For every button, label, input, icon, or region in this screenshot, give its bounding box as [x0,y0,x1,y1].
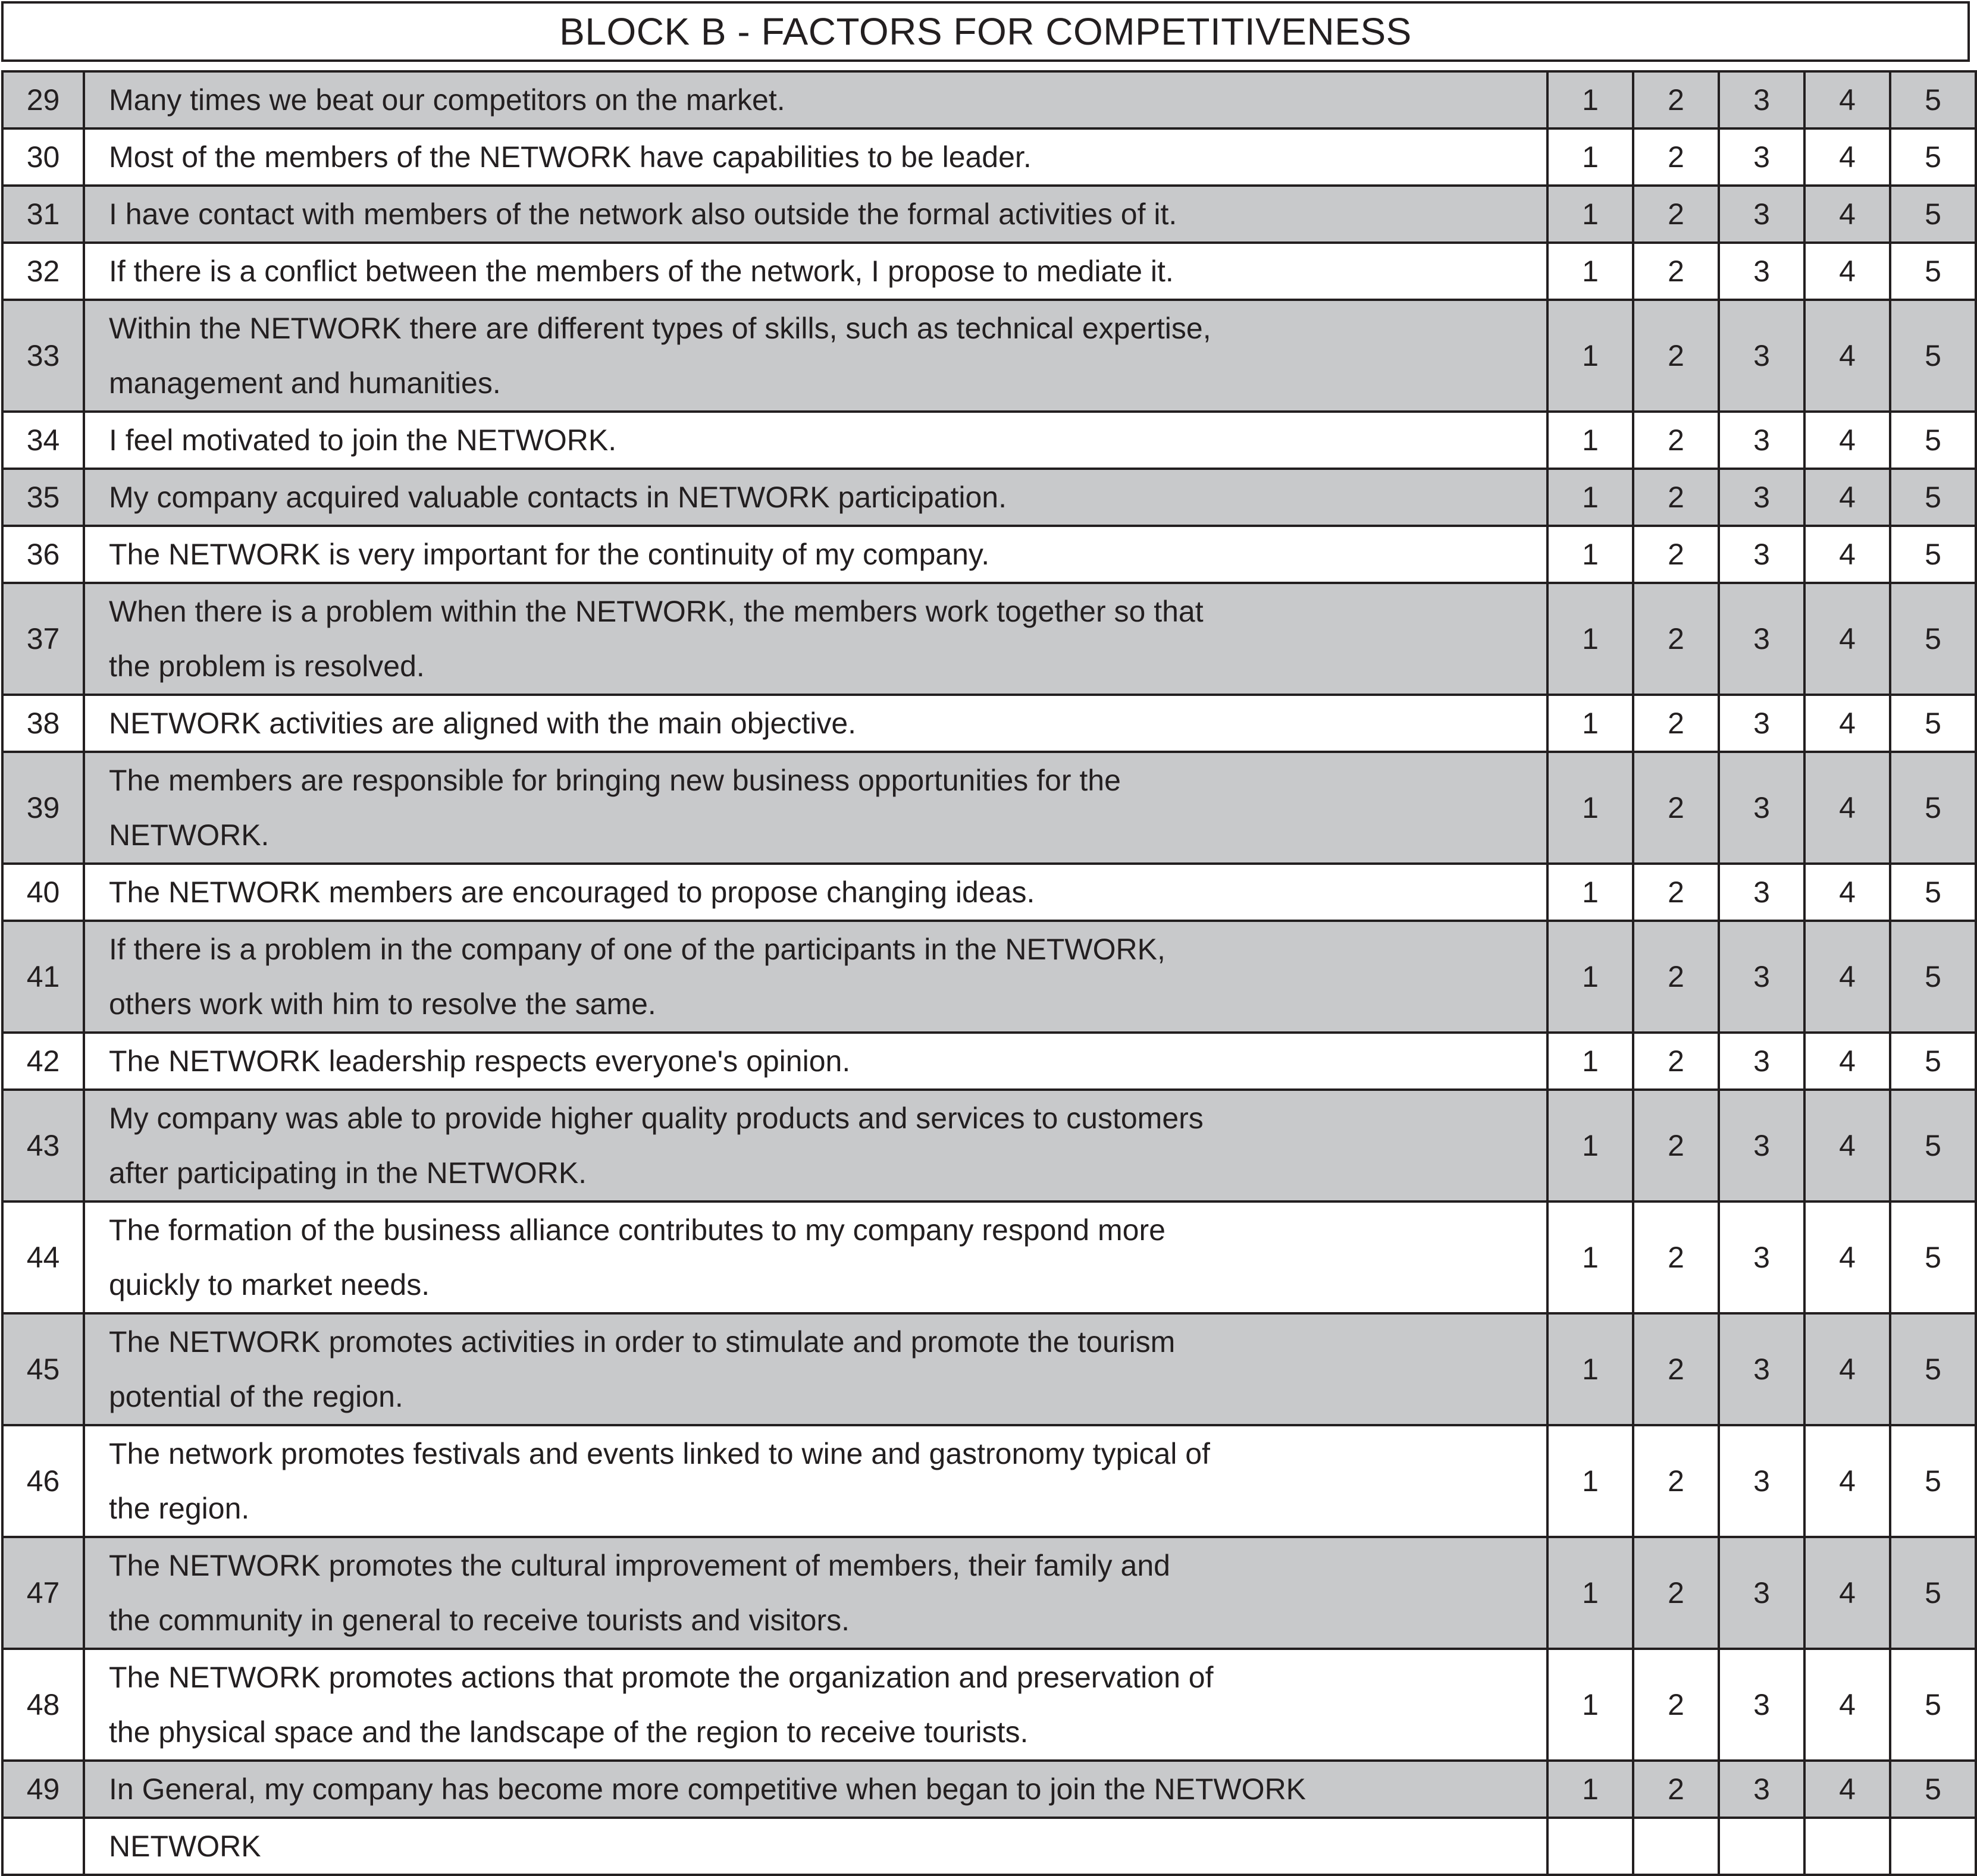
item-number: 40 [2,864,84,921]
table-row [2,583,1976,695]
rating-option-2[interactable]: 2 [1633,1537,1719,1649]
statement-line: Most of the members of the NETWORK have capabilities to be leader. [109,140,1032,174]
rating-option-4[interactable]: 4 [1804,300,1890,412]
rating-option-2[interactable]: 2 [1633,864,1719,921]
statement-line: potential of the region. [109,1380,403,1413]
rating-option-5[interactable]: 5 [1890,128,1976,186]
rating-option-2[interactable]: 2 [1633,1033,1719,1090]
rating-option-2[interactable]: 2 [1633,752,1719,864]
item-statement [84,1033,1547,1090]
rating-option-1[interactable]: 1 [1547,186,1633,243]
item-statement [84,1201,1547,1313]
item-number: 35 [2,469,84,526]
item-statement [84,1313,1547,1425]
table-row [2,752,1976,864]
table-row [2,1313,1976,1425]
rating-option-3[interactable]: 3 [1719,921,1804,1033]
statement-line: My company was able to provide higher quality products and services to customers [109,1102,1204,1135]
rating-option-5[interactable]: 5 [1890,752,1976,864]
rating-option-4[interactable]: 4 [1804,1537,1890,1649]
rating-option-4[interactable]: 4 [1804,1761,1890,1818]
rating-option-1[interactable]: 1 [1547,412,1633,469]
rating-option-3[interactable]: 3 [1719,469,1804,526]
rating-option-2[interactable]: 2 [1633,1201,1719,1313]
rating-option-4[interactable]: 4 [1804,1425,1890,1537]
rating-option-3[interactable]: 3 [1719,864,1804,921]
questionnaire-rows [2,71,1976,1875]
statement-line: NETWORK [109,1830,261,1863]
rating-option-1[interactable]: 1 [1547,921,1633,1033]
item-statement [84,412,1547,469]
statement-line: NETWORK. [109,818,270,852]
statement-line: the problem is resolved. [109,650,425,683]
rating-option-4[interactable]: 4 [1804,1649,1890,1761]
rating-option-1[interactable]: 1 [1547,526,1633,583]
rating-option-3[interactable]: 3 [1719,1201,1804,1313]
rating-option-2[interactable]: 2 [1633,300,1719,412]
statement-line: If there is a conflict between the members of the network, I propose to mediate it. [109,255,1174,288]
rating-option-5[interactable]: 5 [1890,1033,1976,1090]
item-number [2,1818,84,1875]
rating-option-3[interactable]: 3 [1719,1425,1804,1537]
rating-option-2 [1633,1818,1719,1875]
rating-option-4[interactable]: 4 [1804,752,1890,864]
rating-option-4[interactable]: 4 [1804,1090,1890,1201]
rating-option-5[interactable]: 5 [1890,695,1976,752]
table-row [2,300,1976,412]
item-statement [84,71,1547,128]
rating-option-3 [1719,1818,1804,1875]
item-statement [84,186,1547,243]
statement-line: others work with him to resolve the same. [109,987,656,1021]
rating-option-4[interactable]: 4 [1804,412,1890,469]
statement-line: quickly to market needs. [109,1268,430,1301]
item-statement [84,1649,1547,1761]
rating-option-3[interactable]: 3 [1719,526,1804,583]
rating-option-5[interactable]: 5 [1890,300,1976,412]
rating-option-1[interactable]: 1 [1547,1761,1633,1818]
rating-option-5[interactable]: 5 [1890,583,1976,695]
rating-option-1[interactable]: 1 [1547,71,1633,128]
questionnaire-table [1,70,1977,1876]
rating-option-2[interactable]: 2 [1633,469,1719,526]
rating-option-4[interactable]: 4 [1804,243,1890,300]
rating-option-4[interactable]: 4 [1804,921,1890,1033]
item-number: 31 [2,186,84,243]
rating-option-3[interactable]: 3 [1719,300,1804,412]
rating-option-3[interactable]: 3 [1719,186,1804,243]
rating-option-2[interactable]: 2 [1633,243,1719,300]
item-number: 49 [2,1761,84,1818]
rating-option-3[interactable]: 3 [1719,695,1804,752]
item-statement [84,1090,1547,1201]
rating-option-1[interactable]: 1 [1547,469,1633,526]
item-number: 39 [2,752,84,864]
rating-option-4[interactable]: 4 [1804,128,1890,186]
table-row [2,128,1976,186]
table-row [2,412,1976,469]
rating-option-3[interactable]: 3 [1719,752,1804,864]
statement-line: My company acquired valuable contacts in NETWORK participation. [109,481,1007,514]
rating-option-5[interactable]: 5 [1890,186,1976,243]
statement-line: after participating in the NETWORK. [109,1156,587,1190]
statement-line: The network promotes festivals and events linked to wine and gastronomy typical of [109,1437,1210,1470]
rating-option-4[interactable]: 4 [1804,1033,1890,1090]
table-row [2,1818,1976,1875]
item-statement [84,1818,1547,1875]
rating-option-5[interactable]: 5 [1890,526,1976,583]
item-statement [84,128,1547,186]
statement-line: the physical space and the landscape of the region to receive tourists. [109,1715,1029,1749]
statement-line: the community in general to receive tourists and visitors. [109,1604,850,1637]
rating-option-3[interactable]: 3 [1719,1537,1804,1649]
rating-option-2[interactable]: 2 [1633,921,1719,1033]
item-number: 46 [2,1425,84,1537]
rating-option-1[interactable]: 1 [1547,752,1633,864]
rating-option-2[interactable]: 2 [1633,1313,1719,1425]
item-number: 33 [2,300,84,412]
item-statement [84,300,1547,412]
rating-option-5[interactable]: 5 [1890,1090,1976,1201]
rating-option-5[interactable]: 5 [1890,412,1976,469]
rating-option-2[interactable]: 2 [1633,583,1719,695]
rating-option-1[interactable]: 1 [1547,1090,1633,1201]
item-number: 34 [2,412,84,469]
rating-option-5[interactable]: 5 [1890,1761,1976,1818]
statement-line: The NETWORK is very important for the continuity of my company. [109,538,990,571]
block-title: BLOCK B - FACTORS FOR COMPETITIVENESS [1,1,1970,62]
rating-option-5[interactable]: 5 [1890,1425,1976,1537]
rating-option-2[interactable]: 2 [1633,1649,1719,1761]
rating-option-1[interactable]: 1 [1547,1537,1633,1649]
table-row [2,1425,1976,1537]
item-statement [84,695,1547,752]
rating-option-1[interactable]: 1 [1547,300,1633,412]
statement-line: The NETWORK promotes actions that promote the organization and preservation of [109,1661,1214,1694]
rating-option-3[interactable]: 3 [1719,1761,1804,1818]
rating-option-2[interactable]: 2 [1633,128,1719,186]
rating-option-4[interactable]: 4 [1804,186,1890,243]
rating-option-3[interactable]: 3 [1719,128,1804,186]
item-number: 29 [2,71,84,128]
rating-option-4[interactable]: 4 [1804,71,1890,128]
item-number: 48 [2,1649,84,1761]
rating-option-3[interactable]: 3 [1719,1313,1804,1425]
item-number: 38 [2,695,84,752]
item-statement [84,526,1547,583]
table-row [2,1033,1976,1090]
statement-line: the region. [109,1492,250,1525]
rating-option-5[interactable]: 5 [1890,1313,1976,1425]
statement-line: management and humanities. [109,366,501,400]
item-statement [84,243,1547,300]
rating-option-3[interactable]: 3 [1719,1090,1804,1201]
statement-line: The NETWORK leadership respects everyone's opinion. [109,1044,851,1078]
rating-option-5[interactable]: 5 [1890,1649,1976,1761]
item-statement [84,864,1547,921]
rating-option-3[interactable]: 3 [1719,1649,1804,1761]
rating-option-3[interactable]: 3 [1719,583,1804,695]
rating-option-3[interactable]: 3 [1719,412,1804,469]
table-row [2,71,1976,128]
table-row [2,1090,1976,1201]
rating-option-1[interactable]: 1 [1547,128,1633,186]
item-statement [84,1537,1547,1649]
item-statement [84,469,1547,526]
rating-option-4 [1804,1818,1890,1875]
rating-option-5[interactable]: 5 [1890,469,1976,526]
rating-option-2[interactable]: 2 [1633,186,1719,243]
rating-option-2[interactable]: 2 [1633,1425,1719,1537]
questionnaire-table-wrapper [1,70,1977,1876]
rating-option-1[interactable]: 1 [1547,695,1633,752]
rating-option-3[interactable]: 3 [1719,1033,1804,1090]
rating-option-1[interactable]: 1 [1547,583,1633,695]
statement-line: The members are responsible for bringing new business opportunities for the [109,764,1121,797]
statement-line: I feel motivated to join the NETWORK. [109,423,617,457]
rating-option-4[interactable]: 4 [1804,864,1890,921]
item-number: 36 [2,526,84,583]
rating-option-5[interactable]: 5 [1890,1537,1976,1649]
statement-line: Within the NETWORK there are different types of skills, such as technical expertise, [109,312,1211,345]
rating-option-1[interactable]: 1 [1547,1649,1633,1761]
statement-line: Many times we beat our competitors on the market. [109,83,785,117]
statement-line: NETWORK activities are aligned with the main objective. [109,707,857,740]
item-statement [84,583,1547,695]
table-row [2,526,1976,583]
rating-option-5[interactable]: 5 [1890,71,1976,128]
table-row [2,186,1976,243]
rating-option-2[interactable]: 2 [1633,71,1719,128]
rating-option-5[interactable]: 5 [1890,243,1976,300]
statement-line: If there is a problem in the company of one of the participants in the NETWORK, [109,933,1165,966]
table-row [2,1537,1976,1649]
statement-line: When there is a problem within the NETWORK, the members work together so that [109,595,1204,628]
table-row [2,864,1976,921]
table-row [2,1761,1976,1818]
rating-option-5 [1890,1818,1976,1875]
table-row [2,243,1976,300]
item-number: 47 [2,1537,84,1649]
item-number: 44 [2,1201,84,1313]
rating-option-3[interactable]: 3 [1719,243,1804,300]
rating-option-2[interactable]: 2 [1633,526,1719,583]
item-number: 42 [2,1033,84,1090]
rating-option-1[interactable]: 1 [1547,1425,1633,1537]
rating-option-1[interactable]: 1 [1547,243,1633,300]
item-number: 43 [2,1090,84,1201]
item-number: 32 [2,243,84,300]
rating-option-1[interactable]: 1 [1547,864,1633,921]
rating-option-4[interactable]: 4 [1804,1313,1890,1425]
statement-line: The NETWORK members are encouraged to propose changing ideas. [109,876,1035,909]
item-statement [84,921,1547,1033]
rating-option-4[interactable]: 4 [1804,583,1890,695]
rating-option-2[interactable]: 2 [1633,695,1719,752]
rating-option-4[interactable]: 4 [1804,469,1890,526]
rating-option-5[interactable]: 5 [1890,864,1976,921]
rating-option-2[interactable]: 2 [1633,1761,1719,1818]
statement-line: The NETWORK promotes activities in order to stimulate and promote the tourism [109,1325,1176,1359]
rating-option-5[interactable]: 5 [1890,921,1976,1033]
item-number: 41 [2,921,84,1033]
item-number: 30 [2,128,84,186]
table-row [2,1201,1976,1313]
statement-line: I have contact with members of the network also outside the formal activities of it. [109,197,1177,231]
rating-option-1[interactable]: 1 [1547,1033,1633,1090]
item-statement [84,1425,1547,1537]
rating-option-4[interactable]: 4 [1804,1201,1890,1313]
item-number: 45 [2,1313,84,1425]
table-row [2,695,1976,752]
rating-option-1 [1547,1818,1633,1875]
item-statement [84,1761,1547,1818]
rating-option-4[interactable]: 4 [1804,695,1890,752]
statement-line: The formation of the business alliance contributes to my company respond more [109,1213,1165,1247]
rating-option-2[interactable]: 2 [1633,1090,1719,1201]
table-row [2,469,1976,526]
rating-option-1[interactable]: 1 [1547,1201,1633,1313]
statement-line: The NETWORK promotes the cultural improvement of members, their family and [109,1549,1170,1582]
rating-option-3[interactable]: 3 [1719,71,1804,128]
table-row [2,1649,1976,1761]
table-row [2,921,1976,1033]
rating-option-5[interactable]: 5 [1890,1201,1976,1313]
statement-line: In General, my company has become more competitive when began to join the NETWORK [109,1773,1306,1806]
rating-option-4[interactable]: 4 [1804,526,1890,583]
rating-option-1[interactable]: 1 [1547,1313,1633,1425]
rating-option-2[interactable]: 2 [1633,412,1719,469]
item-number: 37 [2,583,84,695]
item-statement [84,752,1547,864]
